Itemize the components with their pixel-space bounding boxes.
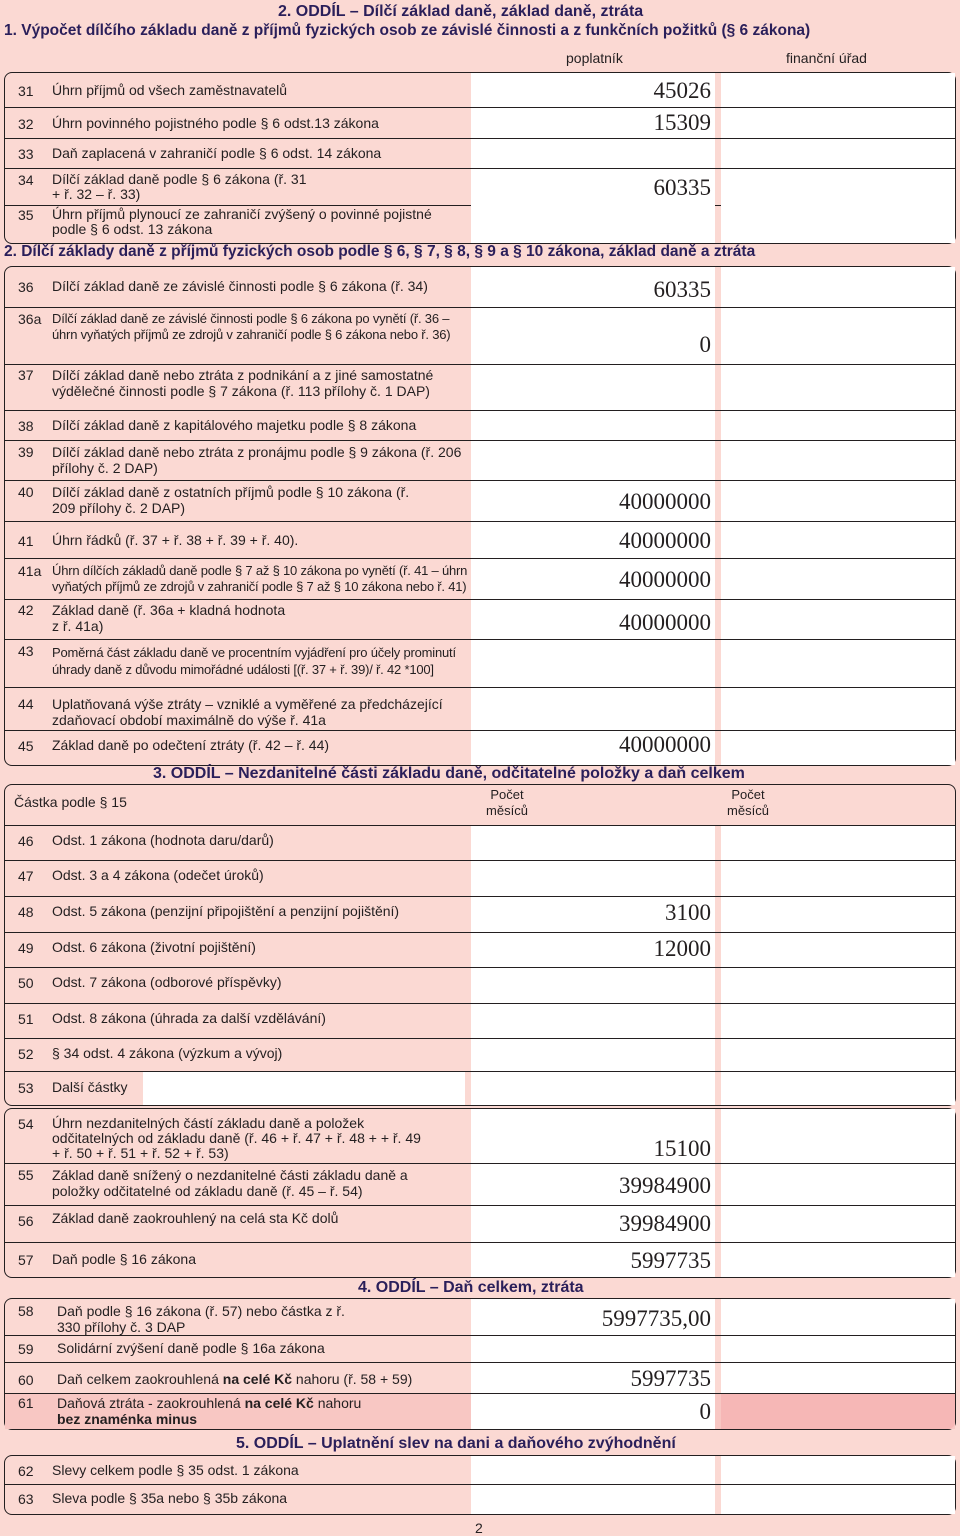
row-62: [5, 1456, 955, 1485]
value-45[interactable]: 40000000: [619, 732, 711, 757]
row-label: Základ daně (ř. 36a + kladná hodnota z ř. 41a): [52, 602, 286, 634]
row-43: [5, 639, 955, 688]
row-44: [5, 687, 955, 731]
row-label: Úhrn povinného pojistného podle § 6 odst.13 zákona: [52, 115, 379, 131]
value-55[interactable]: 39984900: [619, 1173, 711, 1198]
row-55: [5, 1163, 955, 1206]
row-48: [5, 896, 955, 933]
section-4-panel: [4, 1298, 956, 1430]
row-number: 41: [18, 533, 34, 549]
value-42[interactable]: 40000000: [619, 610, 711, 635]
row-number: 44: [18, 696, 34, 712]
value-34[interactable]: 60335: [653, 175, 711, 200]
row-number: 62: [18, 1463, 34, 1479]
row-58: [5, 1299, 955, 1336]
row-39: [5, 440, 955, 481]
row-53: [5, 1071, 955, 1105]
row-label: Úhrn dílčích základů daně podle § 7 až § 10 zákona po vynětí (ř. 41 – úhrn vyňatých příjmů ze zdrojů v zahraničí podle § 7 až § 10 zákona nebo ř. 41): [52, 563, 468, 594]
row-label: Dílčí základ daně ze závislé činnosti podle § 6 zákona po vynětí (ř. 36 – úhrn vyňatých příjmů ze zdrojů v zahraničí podle § 6 zákona nebo ř. 36): [52, 311, 451, 342]
value-40[interactable]: 40000000: [619, 489, 711, 514]
row-label: Částka podle § 15: [14, 794, 127, 810]
label-part: Daňová ztráta - zaokrouhlená: [57, 1395, 245, 1411]
row-number: 60: [18, 1372, 34, 1388]
row-number: 56: [18, 1213, 34, 1229]
row-number: 37: [18, 367, 34, 383]
row-45: [5, 730, 955, 765]
row-label: Dílčí základ daně podle § 6 zákona (ř. 31 + ř. 32 – ř. 33): [52, 171, 307, 202]
value-36a[interactable]: 0: [699, 332, 711, 357]
row-number: 61: [18, 1395, 34, 1411]
row-37: [5, 364, 955, 411]
row-57: [5, 1242, 955, 1277]
row-label: Úhrn příjmů plynoucí ze zahraničí zvýšený o povinné pojistné podle § 6 odst. 13 zákona: [52, 206, 432, 237]
row-label: Dílčí základ daně nebo ztráta z podnikání a z jiné samostatné výdělečné činnosti podle § 7 zákona (ř. 113 přílohy č. 1 DAP): [52, 367, 434, 399]
section-2-panel: [4, 266, 956, 766]
subsection-title: 1. Výpočet dílčího základu daně z příjmů fyzických osob ze závislé činnosti a z funkčních požitků (§ 6 zákona): [4, 22, 811, 39]
row-15-header: [5, 785, 955, 826]
label-part: nahoru (ř. 58 + 59): [292, 1371, 413, 1387]
row-label: Odst. 1 zákona (hodnota daru/darů): [52, 832, 274, 848]
row-number: 50: [18, 975, 34, 991]
row-number: 52: [18, 1046, 34, 1062]
row-number: 34: [18, 172, 34, 188]
label-part: Daň celkem zaokrouhlená: [57, 1371, 223, 1387]
row-54: [5, 1109, 955, 1164]
row-label: [57, 1372, 412, 1387]
office-column: [721, 73, 955, 243]
row-51: [5, 1003, 955, 1039]
row-label: Dílčí základ daně ze závislé činnosti podle § 6 zákona (ř. 34): [52, 278, 428, 294]
column-header-office: finanční úřad: [786, 50, 867, 66]
row-number: 59: [18, 1341, 34, 1357]
row-label: Dílčí základ daně z kapitálového majetku podle § 8 zákona: [52, 417, 417, 433]
row-label: Odst. 6 zákona (životní pojištění): [52, 939, 256, 955]
row-label: Odst. 5 zákona (penzijní připojištění a penzijní pojištění): [52, 903, 400, 919]
row-41a: [5, 558, 955, 600]
row-52: [5, 1038, 955, 1072]
row-label: Poměrná část základu daně ve procentním vyjádření pro účely prominutí úhrady daně z důvodu mimořádné události [(ř. 37 + ř. 39)/ ř. 42 *100]: [52, 645, 456, 677]
row-label: Odst. 8 zákona (úhrada za další vzdělávání): [52, 1010, 326, 1026]
value-57[interactable]: 5997735: [630, 1248, 711, 1273]
row-number: 43: [18, 643, 34, 659]
row-label: Dílčí základ daně z ostatních příjmů podle § 10 zákona (ř. 209 přílohy č. 2 DAP): [52, 484, 410, 516]
row-47: [5, 860, 955, 897]
label-part: nahoru: [313, 1395, 362, 1411]
section-3-title: 3. ODDÍL – Nezdanitelné části základu daně, odčitatelné položky a daň celkem: [153, 765, 745, 782]
value-41[interactable]: 40000000: [619, 528, 711, 553]
row-number: 40: [18, 484, 34, 500]
row-number: 48: [18, 904, 34, 920]
page-number: 2: [475, 1520, 483, 1536]
row-49: [5, 932, 955, 968]
row-label: Základ daně zaokrouhlený na celá sta Kč dolů: [52, 1210, 339, 1226]
row-number: 36: [18, 279, 34, 295]
row-number: 53: [18, 1080, 34, 1096]
row-label: Slevy celkem podle § 35 odst. 1 zákona: [52, 1462, 299, 1478]
section-title: 2. ODDÍL – Dílčí základ daně, základ daně, ztráta: [278, 3, 644, 20]
row-46: [5, 825, 955, 861]
row-number: 45: [18, 738, 34, 754]
section-4-title: 4. ODDÍL – Daň celkem, ztráta: [358, 1279, 584, 1296]
section-5-title: 5. ODDÍL – Uplatnění slev na dani a daňového zvýhodnění: [236, 1435, 676, 1452]
row-36: [5, 267, 955, 308]
value-48[interactable]: 3100: [665, 900, 711, 925]
row-number: 51: [18, 1011, 34, 1027]
row-label: Daň zaplacená v zahraničí podle § 6 odst. 14 zákona: [52, 145, 382, 161]
row-number: 54: [18, 1116, 34, 1132]
value-56[interactable]: 39984900: [619, 1211, 711, 1236]
row-number: 49: [18, 940, 34, 956]
row-label: Daň podle § 16 zákona: [52, 1251, 196, 1267]
row-label: Solidární zvýšení daně podle § 16a zákona: [57, 1340, 325, 1356]
row-41: [5, 521, 955, 559]
row-50: [5, 967, 955, 1004]
row-label: Odst. 7 zákona (odborové příspěvky): [52, 974, 282, 990]
row-number: 36a: [18, 311, 42, 327]
label-part-bold: na celé Kč: [244, 1395, 314, 1411]
value-61[interactable]: 0: [699, 1399, 711, 1424]
value-41a[interactable]: 40000000: [619, 567, 711, 592]
row-number: 31: [18, 83, 34, 99]
value-36[interactable]: 60335: [653, 277, 711, 302]
row-label: Dílčí základ daně nebo ztráta z pronájmu podle § 9 zákona (ř. 206 přílohy č. 2 DAP): [52, 444, 462, 476]
row-label: [57, 1395, 361, 1427]
section-2-title: 2. Dílčí základy daně z příjmů fyzických osob podle § 6, § 7, § 8, § 9 a § 10 zákona, základ daně a ztráta: [4, 243, 756, 260]
row-number: 38: [18, 418, 34, 434]
row-number: 35: [18, 207, 34, 223]
value-58[interactable]: 5997735,00: [601, 1306, 711, 1331]
value-31[interactable]: 45026: [653, 78, 711, 103]
row-label: Uplatňovaná výše ztráty – vzniklé a vyměřené za předcházející zdaňovací období maximálně do výše ř. 41a: [52, 696, 443, 728]
row-number: 33: [18, 146, 34, 162]
row-number: 63: [18, 1491, 34, 1507]
row-label: Úhrn řádků (ř. 37 + ř. 38 + ř. 39 + ř. 40).: [52, 532, 299, 548]
row-label: Základ daně snížený o nezdanitelné části základu daně a položky odčitatelné od základu daně (ř. 45 – ř. 54): [52, 1167, 408, 1199]
value-60[interactable]: 5997735: [630, 1366, 711, 1391]
row-label: Odst. 3 a 4 zákona (odečet úroků): [52, 867, 264, 883]
row-63: [5, 1484, 955, 1514]
section-3b-panel: [4, 1108, 956, 1278]
row-label: Daň podle § 16 zákona (ř. 57) nebo částka z ř. 330 přílohy č. 3 DAP: [57, 1303, 345, 1335]
row-number: 39: [18, 444, 34, 460]
row-label: Další částky: [52, 1079, 128, 1095]
row-number: 47: [18, 868, 34, 884]
row-number: 46: [18, 833, 34, 849]
row-label: Sleva podle § 35a nebo § 35b zákona: [52, 1490, 288, 1506]
value-49[interactable]: 12000: [653, 936, 711, 961]
value-32[interactable]: 15309: [653, 110, 711, 135]
section-1-panel: [4, 72, 956, 244]
row-label: Úhrn nezdanitelných částí základu daně a položek odčitatelných od základu daně (ř. 46 + ř. 47 + ř. 48 + + ř. 49 + ř. 50 + ř. 51 + ř. 52 + ř. 53): [52, 1115, 421, 1161]
row-label: § 34 odst. 4 zákona (výzkum a vývoj): [52, 1045, 283, 1061]
row-60: [5, 1362, 955, 1394]
row-42: [5, 599, 955, 640]
row-number: 58: [18, 1303, 34, 1319]
row-38: [5, 410, 955, 441]
row-number: 41a: [18, 563, 42, 579]
row-number: 57: [18, 1252, 34, 1268]
row-number: 55: [18, 1167, 34, 1183]
section-3-panel: [4, 784, 956, 1106]
row-40: [5, 480, 955, 522]
row-number: 32: [18, 116, 34, 132]
row-number: 42: [18, 602, 34, 618]
row-label: Úhrn příjmů od všech zaměstnavatelů: [52, 82, 287, 98]
column-header-payer: poplatník: [566, 50, 623, 66]
row-56: [5, 1205, 955, 1243]
row-36a: [5, 307, 955, 365]
months-header: Počet měsíců: [727, 787, 769, 818]
row-label: Základ daně po odečtení ztráty (ř. 42 – ř. 44): [52, 737, 330, 753]
value-54[interactable]: 15100: [653, 1136, 711, 1161]
label-part-bold: na celé Kč: [222, 1371, 293, 1387]
months-header: Počet měsíců: [486, 787, 528, 818]
row-61: [5, 1393, 955, 1429]
section-5-panel: [4, 1455, 956, 1515]
label-part-bold: bez znaménka minus: [57, 1411, 198, 1427]
row-59: [5, 1335, 955, 1363]
